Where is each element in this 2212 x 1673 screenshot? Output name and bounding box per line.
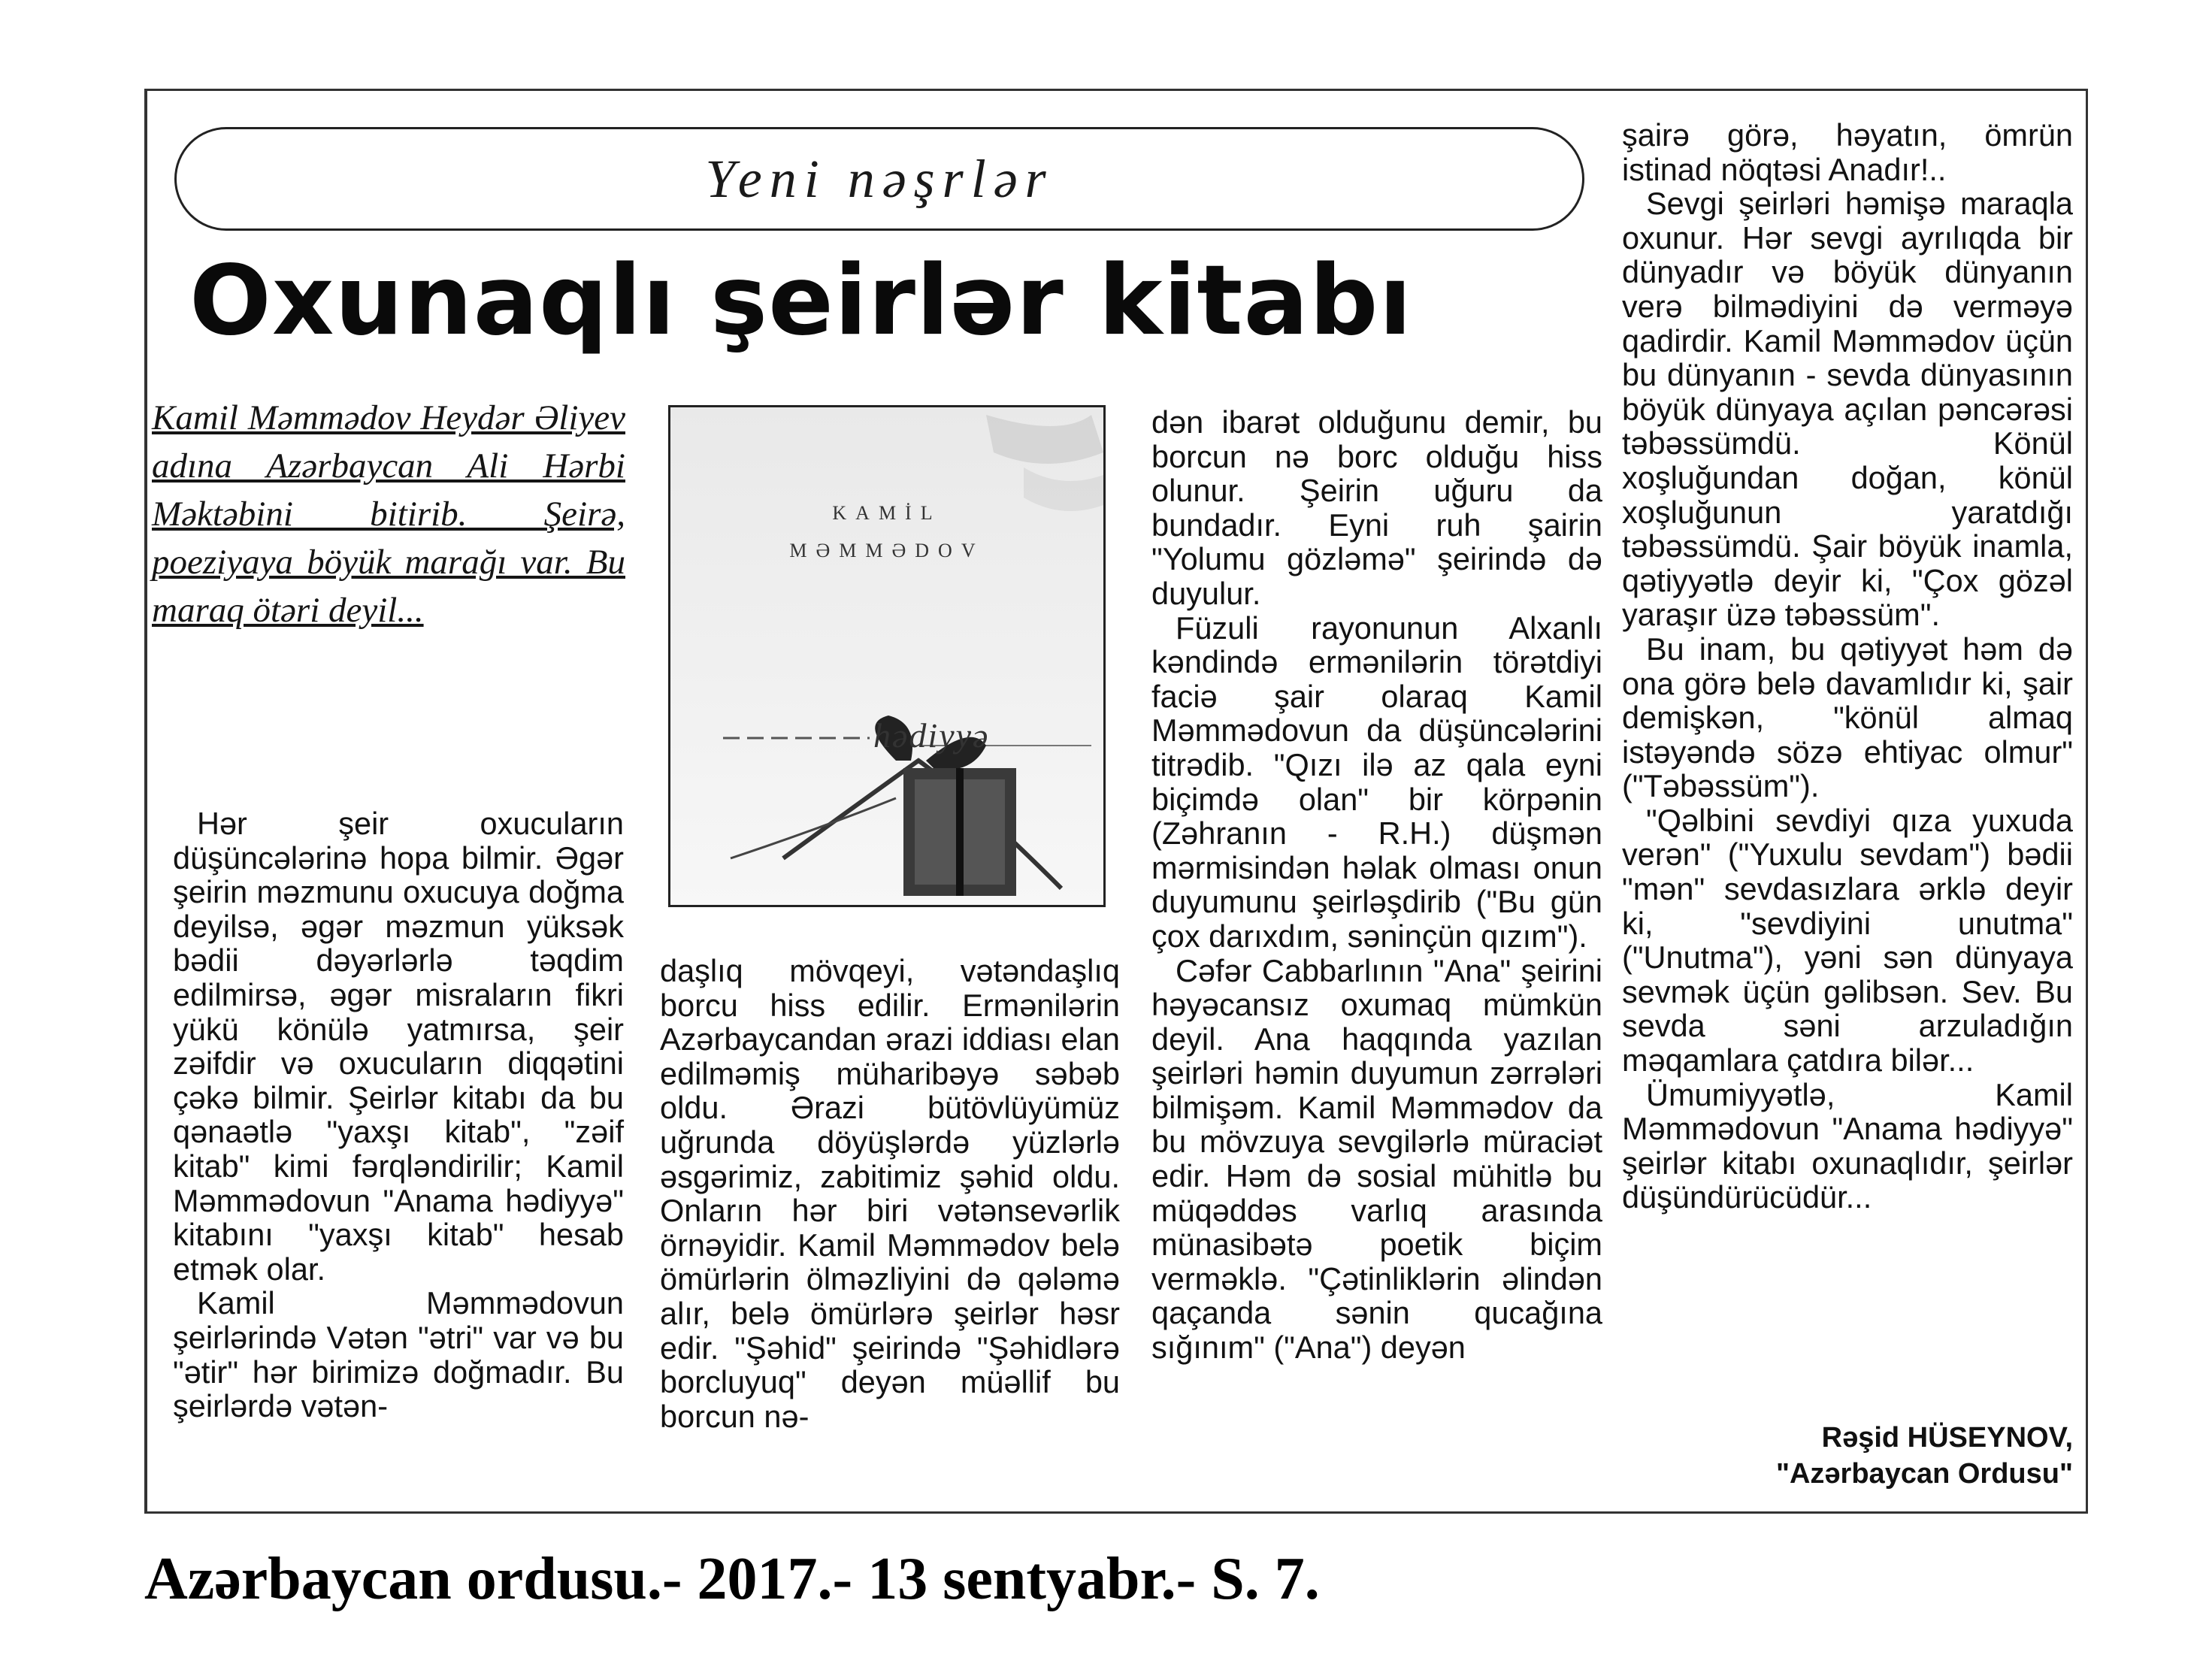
- text-column-2: [660, 954, 1120, 1433]
- rubric-banner: [174, 127, 1584, 231]
- cover-author-last-name: MƏMMƏDOV: [789, 540, 985, 561]
- cover-title: hədiyyə: [873, 716, 990, 755]
- author-signature: [1622, 1420, 2073, 1492]
- paragraph: Hər şeir oxucuların düşüncələrinə hopa bilmir. Əgər şeirin məzmunu oxucuya doğma deyilsə, əgər məzmun yüksək bədii dəyərlərlə təqdim edilmirsə, əgər misraların fikri yükü könülə yatmırsa, şeir zəifdir və oxucuların diqqətini çəkə bilmir. Şeirlər kitabı da bu qənaətlə "yaxşı kitab", "zəif kitab" kimi fərqləndirilir; Kamil Məmmədovun "Anama hədiyyə" kitabını "yaxşı kitab" hesab etmək olar.: [173, 806, 624, 1287]
- text-column-1: [173, 806, 624, 1423]
- article-headline: Oxunaqlı şeirlər kitabı: [189, 245, 1413, 357]
- paragraph: Ümumiyyətlə, Kamil Məmmədovun "Anama hədiyyə" şeirlər kitabı oxunaqlıdır, şeirlər düşündürücüdür...: [1622, 1076, 2073, 1215]
- book-cover-image: [668, 405, 1106, 907]
- article-lead: Kamil Məmmədov Heydər Əliyev adına Azərbaycan Ali Hərbi Məktəbini bitirib. Şeirə, poeziyaya böyük marağı var. Bu maraq ötəri deyil...: [152, 398, 625, 630]
- rubric-label: Yeni nəşrlər: [705, 148, 1054, 209]
- paragraph: dən ibarət olduğunu demir, bu borcun nə borc olduğu hiss olunur. Şeirin uğuru da bundadır. Eyni ruh şairin "Yolumu gözləmə" şeirində də duyulur.: [1151, 404, 1602, 611]
- cover-author-first-name: KAMİL: [832, 502, 942, 524]
- outlet-name: "Azərbaycan Ordusu": [1775, 1458, 2073, 1490]
- paragraph: Cəfər Cabbarlının "Ana" şeirini həyəcansız oxumaq mümkün deyil. Ana haqqında yazılan şeirləri həmin duyumun zərrələri bilmişəm. Kamil Məmmədov da bu mövzuya sevgilərlə müraciət edir. Həm də sosial mühitlə bu müqəddəs varlıq arasında münasibətə poetik biçim verməklə. "Çətinliklərin əlindən qaçanda sənin qucağına sığınım" ("Ana") deyən: [1151, 952, 1602, 1366]
- paragraph: Sevgi şeirləri həmişə maraqla oxunur. Hər sevgi ayrılıqda bir dünyadır və böyük dünyanın verə bilmədiyini də verməyə qadirdir. Kamil Məmmədov üçün bu dünyanın - sevda dünyasının böyük dünyaya açılan pəncərəsi təbəssümdü. Könül xoşluğundan doğan, könül xoşluğunun yaratdığı təbəssümdü. Şair böyük inamla, qətiyyətlə deyir ki, "Çox gözəl yaraşır üzə təbəssüm".: [1622, 186, 2073, 633]
- paragraph: Füzuli rayonunun Alxanlı kəndində ermənilərin törətdiyi faciə şair olaraq Kamil Məmmədovun da düşüncələrini titrədib. "Qızı ilə az qala eyni biçimdə olan" bir körpənin (Zəhranın - R.H.) düşmən mərmisindən həlak olması onun duyumunu şeirləşdirib ("Bu gün çox darıxdım, səninçün qızım").: [1151, 610, 1602, 954]
- text-column-3: [1151, 405, 1602, 1365]
- newspaper-clipping: [144, 89, 2088, 1514]
- gift-box-illustration: [670, 407, 1103, 905]
- source-citation: Azərbaycan ordusu.- 2017.- 13 sentyabr.- S. 7.: [144, 1546, 1320, 1612]
- paragraph: daşlıq mövqeyi, vətəndaşlıq borcu hiss edilir. Ermənilərin Azərbaycandan ərazi iddiası elan edilməmiş müharibəyə səbəb oldu. Ərazi bütövlüyümüz uğrunda döyüşlərdə yüzlərlə əsgərimiz, zabitimiz şəhid oldu. Onların hər biri vətənsevərlik örnəyidir. Kamil Məmmədov belə ömürlərin ölməzliyini də qələmə alır, belə ömürlərə şeirlər həsr edir. "Şəhid" şeirində "Şəhidlərə borcluyuq" deyən müəllif bu borcun nə-: [660, 953, 1120, 1434]
- paragraph: Bu inam, bu qətiyyət həm də ona görə belə davamlıdır ki, şair demişkən, "könül almaq istəyəndə sözə ehtiyac olmur" ("Təbəssüm").: [1622, 631, 2073, 804]
- paragraph: şairə görə, həyatın, ömrün istinad nöqtəsi Anadır!..: [1622, 117, 2073, 187]
- paragraph: Kamil Məmmədovun şeirlərində Vətən "ətri" var və bu "ətir" hər birimizə doğmadır. Bu şeirlərdə vətən-: [173, 1285, 624, 1424]
- author-name: Rəşid HÜSEYNOV,: [1821, 1422, 2073, 1454]
- paragraph: "Qəlbini sevdiyi qıza yuxuda verən" ("Yuxulu sevdam") bədii "mən" sevdasızlara ərklə deyir ki, "sevdiyini unutma" ("Unutma"), yəni sən dünyaya sevmək üçün gəlibsən. Sev. Bu sevda səni arzuladığın məqamlara çatdıra bilər...: [1622, 802, 2073, 1079]
- text-column-4: [1622, 118, 2073, 1215]
